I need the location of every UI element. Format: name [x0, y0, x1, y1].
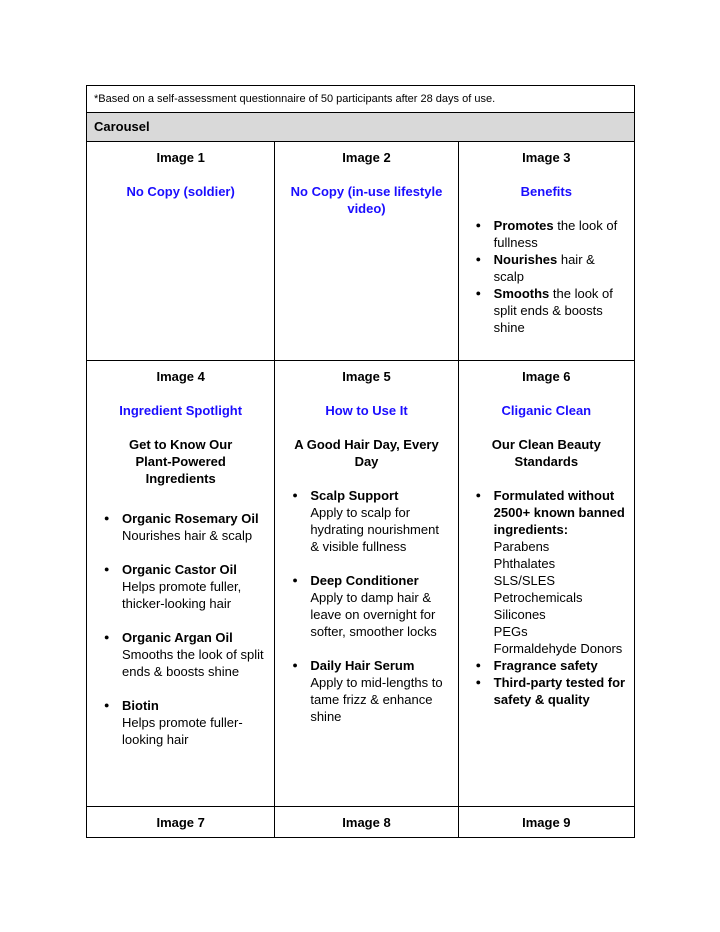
list-item	[94, 510, 267, 544]
image-3-cell	[458, 142, 634, 361]
bullet-bold: ● Daily Hair Serum	[310, 658, 415, 673]
bullet-text: the look of fullness	[493, 218, 618, 250]
list-item	[466, 251, 627, 285]
list-item	[466, 674, 627, 708]
carousel-spec-table	[86, 85, 635, 838]
section-heading: A Good Hair Day, Every Day	[294, 437, 439, 469]
image-title: Image 5	[342, 369, 391, 384]
ingredient-list	[94, 510, 267, 748]
bullet-bold: ● Biotin	[122, 698, 159, 713]
image-title: Image 9	[522, 815, 571, 830]
bullet-text: Apply to mid-lengths to tame frizz & enhance shine	[310, 675, 443, 724]
list-item	[282, 657, 450, 725]
banned-ingredient: Petrochemicals	[493, 590, 583, 605]
usage-list	[282, 487, 450, 725]
bullet-bold: ● Organic Rosemary Oil	[122, 511, 259, 526]
list-item	[282, 572, 450, 640]
section-heading: Get to Know Our Plant-Powered Ingredients	[129, 437, 233, 486]
bullet-bold: ● Organic Castor Oil	[122, 562, 237, 577]
list-item	[466, 285, 627, 336]
image-subtitle: No Copy (soldier)	[126, 184, 235, 199]
banned-ingredient: Formaldehyde Donors	[493, 641, 623, 656]
bullet-bold: Smooths	[493, 286, 550, 301]
image-title: Image 8	[342, 815, 391, 830]
benefits-list	[466, 217, 627, 336]
bullet-text: Apply to scalp for hydrating nourishment & visible fullness	[310, 505, 439, 554]
bullet-bold: ● Deep Conditioner	[310, 573, 419, 588]
bullet-text: Apply to damp hair & leave on overnight for softer, smoother locks	[310, 590, 437, 639]
bullet-bold: ● Formulated without 2500+ known banned ingredients:	[493, 488, 625, 537]
image-7-cell	[87, 807, 275, 838]
image-title: Image 6	[522, 369, 571, 384]
section-title: Carousel	[87, 113, 635, 142]
bullet-bold: Third-party tested for safety & quality	[493, 675, 626, 707]
banned-ingredient: PEGs	[493, 624, 528, 639]
bullet-bold: ● Organic Argan Oil	[122, 630, 233, 645]
section-heading: Our Clean Beauty Standards	[491, 437, 601, 469]
list-item	[466, 487, 627, 657]
bullet-text: Smooths the look of split ends & boosts shine	[122, 647, 264, 679]
image-subtitle: Ingredient Spotlight	[119, 403, 243, 418]
image-title: Image 1	[156, 150, 205, 165]
bullet-bold: Fragrance safety	[493, 658, 598, 673]
image-1-cell	[87, 142, 275, 361]
image-5-cell	[275, 361, 458, 807]
bullet-bold: Promotes	[493, 218, 554, 233]
image-title: Image 2	[342, 150, 391, 165]
image-subtitle: Cliganic Clean	[501, 403, 592, 418]
bullet-text: Helps promote fuller, thicker-looking hair	[122, 579, 242, 611]
list-item	[282, 487, 450, 555]
banned-ingredient: Phthalates	[493, 556, 556, 571]
image-6-cell	[458, 361, 634, 807]
image-subtitle: Benefits	[520, 184, 572, 199]
image-title: Image 7	[156, 815, 205, 830]
list-item	[466, 217, 627, 251]
list-item	[466, 657, 627, 674]
standards-list	[466, 487, 627, 708]
bullet-bold: Nourishes	[493, 252, 558, 267]
bullet-bold: ● Scalp Support	[310, 488, 399, 503]
footnote: *Based on a self-assessment questionnaire of 50 participants after 28 days of use.	[87, 86, 635, 113]
image-4-cell	[87, 361, 275, 807]
banned-ingredient: Silicones	[493, 607, 546, 622]
banned-ingredient: Parabens	[493, 539, 550, 554]
image-title: Image 3	[522, 150, 571, 165]
bullet-text: Helps promote fuller-looking hair	[122, 715, 243, 747]
image-subtitle: How to Use It	[325, 403, 408, 418]
image-subtitle: No Copy (in-use lifestyle video)	[290, 184, 443, 216]
list-item	[94, 697, 267, 748]
image-9-cell	[458, 807, 634, 838]
bullet-text: hair & scalp	[493, 252, 595, 284]
list-item	[94, 629, 267, 680]
image-title: Image 4	[156, 369, 205, 384]
list-item	[94, 561, 267, 612]
bullet-text: Nourishes hair & scalp	[122, 528, 253, 543]
bullet-text: the look of split ends & boosts shine	[493, 286, 613, 335]
banned-ingredient: SLS/SLES	[493, 573, 556, 588]
image-2-cell	[275, 142, 458, 361]
image-8-cell	[275, 807, 458, 838]
